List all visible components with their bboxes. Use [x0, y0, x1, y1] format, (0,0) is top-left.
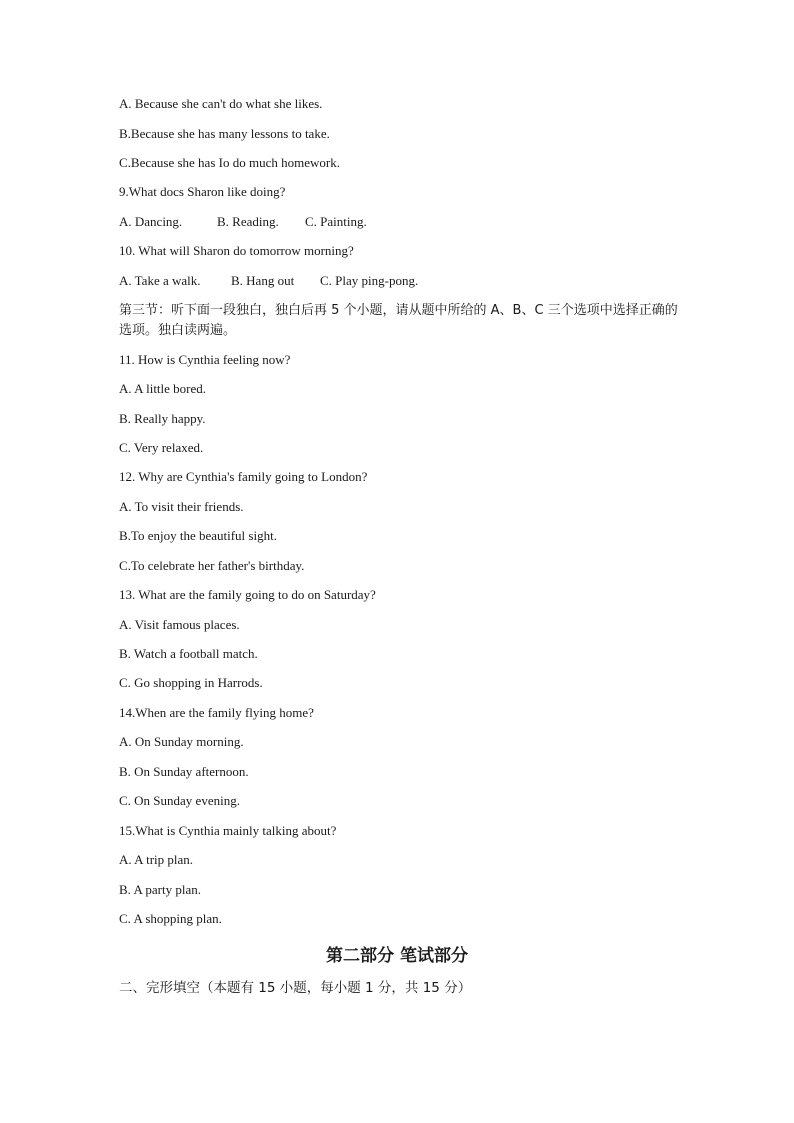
q10-option-a: A. Take a walk.	[119, 273, 201, 288]
q14-question: 14.When are the family flying home?	[119, 705, 314, 720]
q11-question: 11. How is Cynthia feeling now?	[119, 352, 291, 367]
section3-instruction: 第三节：听下面一段独白，独白后再 5 个小题，请从题中所给的 A、B、C 三个选项中选择正确的选项。独白读两遍。	[119, 303, 678, 338]
q15-option-b: B. A party plan.	[119, 882, 201, 897]
q15-option-a: A. A trip plan.	[119, 852, 194, 867]
q14-option-b: B. On Sunday afternoon.	[119, 764, 249, 779]
q13-option-c: C. Go shopping in Harrods.	[119, 675, 263, 690]
q15-question: 15.What is Cynthia mainly talking about?	[119, 823, 337, 838]
q11-option-a: A. A little bored.	[119, 381, 207, 396]
q10-options	[119, 273, 418, 289]
q9-options	[119, 214, 367, 230]
q9-option-b: B. Reading.	[217, 214, 279, 229]
q10-option-b: B. Hang out	[231, 273, 295, 288]
q12-option-c: C.To celebrate her father's birthday.	[119, 558, 305, 573]
q11-option-b: B. Really happy.	[119, 411, 206, 426]
q13-option-a: A. Visit famous places.	[119, 617, 240, 632]
q10-question: 10. What will Sharon do tomorrow morning?	[119, 243, 354, 258]
q12-option-a: A. To visit their friends.	[119, 499, 244, 514]
q12-option-b: B.To enjoy the beautiful sight.	[119, 528, 277, 543]
q9-option-a: A. Dancing.	[119, 214, 183, 229]
q14-option-a: A. On Sunday morning.	[119, 734, 244, 749]
q13-option-b: B. Watch a football match.	[119, 646, 258, 661]
q11-option-c: C. Very relaxed.	[119, 440, 204, 455]
q13-question: 13. What are the family going to do on Saturday?	[119, 587, 376, 602]
q8-option-b: B.Because she has many lessons to take.	[119, 126, 330, 141]
q9-question: 9.What docs Sharon like doing?	[119, 184, 286, 199]
q9-option-c: C. Painting.	[305, 214, 367, 229]
q10-option-c: C. Play ping-pong.	[320, 273, 419, 288]
q12-question: 12. Why are Cynthia's family going to London?	[119, 469, 368, 484]
q15-option-c: C. A shopping plan.	[119, 911, 222, 926]
q14-option-c: C. On Sunday evening.	[119, 793, 240, 808]
part2-heading: 第二部分 笔试部分	[326, 946, 468, 966]
q8-option-c: C.Because she has Io do much homework.	[119, 155, 340, 170]
q8-option-a: A. Because she can't do what she likes.	[119, 96, 323, 111]
part2-section-title: 二、完形填空（本题有 15 小题，每小题 1 分，共 15 分）	[119, 980, 472, 996]
